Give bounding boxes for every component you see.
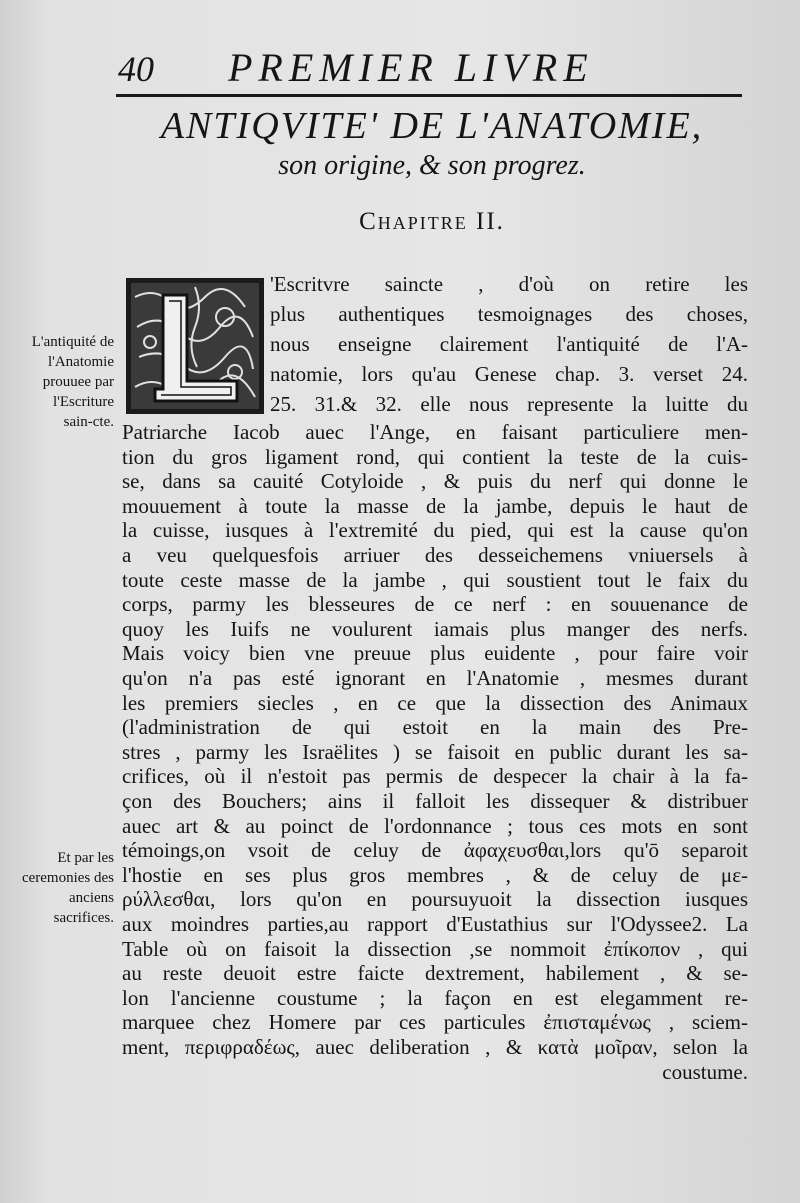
text-line: çon des Bouchers; ains il falloit les dissequer & distribuer [122, 789, 748, 813]
text-line: auec art & au poinct de l'ordonnance ; tous ces mots en sont [122, 813, 748, 838]
text-line: 25. 31.& 32. elle nous represente la luitte du [270, 392, 748, 416]
text-line: (l'administration de qui estoit en la main des Pre- [122, 715, 748, 740]
text-line: nous enseigne clairement l'antiquité de l'A- [270, 332, 748, 356]
text-line: plus authentiques tesmoignages des choses, [270, 302, 748, 326]
text-line: a veu quelquesfois arriuer des desseichemens vniuersels à [122, 543, 748, 567]
text-line: témoings,on vsoit de celuy de ἀφαχευσθαι,lors qu'ō separoit [122, 838, 748, 863]
chapter-title: ANTIQVITE' DE L'ANATOMIE, [160, 105, 704, 147]
text-line: marquee chez Homere par ces particules ἐπισταμένως , sciem- [122, 1010, 748, 1035]
text-line: l'hostie en ses plus gros membres , & de celuy de με- [122, 862, 748, 887]
text-line: natomie, lors qu'au Genese chap. 3. verset 24. [270, 362, 748, 386]
text-line: aux moindres parties,au rapport d'Eustathius sur l'Odyssee2. La [122, 912, 748, 936]
text-line: la cuisse, iusques à l'extremité du pied, qui est la cause qu'on [122, 518, 748, 543]
text-line: Mais voicy bien vne preuue plus euidente , pour faire voir [122, 641, 748, 666]
text-line: ment, περιφραδέως, auec deliberation , & κατὰ μοῖραν, selon la [122, 1035, 748, 1059]
text-line: crifices, où il n'estoit pas permis de despecer la chair à la fa- [122, 764, 748, 789]
text-line: Table où on faisoit la dissection ,se nommoit ἐπίκοπον , qui [122, 936, 748, 961]
text-line: quoy les Iuifs ne voulurent iamais plus manger des nerfs. [122, 616, 748, 641]
text-line: stres , parmy les Israëlites ) se faisoit en public durant les sa- [122, 739, 748, 764]
margin-note-sacrifices: Et par les ceremonies des anciens sacrifices. [21, 850, 114, 926]
text-line: les premiers siecles , en ce que la dissection des Animaux [122, 690, 748, 715]
text-line: mouuement à toute la masse de la jambe, depuis le haut de [122, 493, 748, 518]
text-line: se, dans sa cauité Cotyloide , & puis du nerf qui donne le [122, 469, 748, 494]
chapter-subtitle: son origine, & son progrez. [278, 150, 586, 181]
text-line: tion du gros ligament rond, qui contient la teste de la cuis- [122, 444, 748, 469]
margin-note-antiquity: L'antiquité de l'Anatomie prouuee par l'Escriture sain-cte. [31, 334, 114, 430]
running-head: PREMIER LIVRE [228, 45, 594, 90]
text-line: ρύλλεσθαι, lors qu'on en poursuyuoit la dissection iusques [122, 887, 748, 912]
page-number: 40 [118, 49, 154, 89]
text-line: toute ceste masse de la jambe , qui soustient tout le faix du [122, 567, 748, 592]
text-line: qu'on n'a pas esté ignorant en l'Anatomie , mesmes durant [122, 666, 748, 690]
chapter-heading: Chapitre II. [359, 208, 505, 235]
text-line: au reste deuoit estre faicte dextrement, habilement , & se- [122, 961, 748, 986]
text-line: corps, parmy les blesseures de ce nerf : en souuenance de [122, 592, 748, 617]
text-line: coustume. [662, 1059, 748, 1084]
text-line: lon l'ancienne coustume ; la façon en est elegamment re- [122, 985, 748, 1010]
text-line: Patriarche Iacob auec l'Ange, en faisant particuliere men- [122, 420, 748, 444]
text-line: 'Escritvre saincte , d'où on retire les [270, 272, 748, 296]
